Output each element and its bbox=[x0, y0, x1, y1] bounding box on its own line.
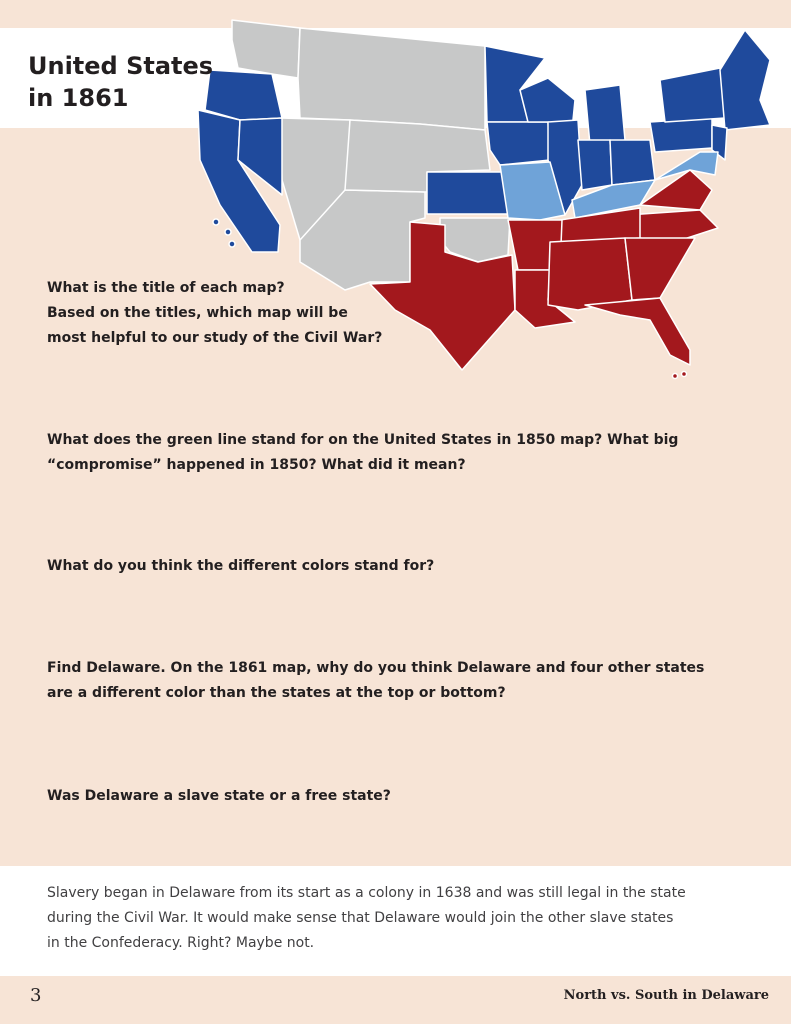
question-line: What does the green line stand for on the United States in 1850 map? What big bbox=[47, 432, 679, 448]
state-georgia-south-carolina bbox=[625, 238, 695, 300]
question-line: most helpful to our study of the Civil War? bbox=[47, 330, 383, 346]
island-3 bbox=[213, 219, 219, 225]
state-iowa bbox=[487, 122, 550, 165]
state-ohio bbox=[610, 140, 655, 185]
question-line: Find Delaware. On the 1861 map, why do you think Delaware and four other states bbox=[47, 660, 705, 676]
question-line: “compromise” happened in 1850? What did it mean? bbox=[47, 457, 466, 473]
key-1 bbox=[673, 374, 678, 379]
note-line: during the Civil War. It would make sense that Delaware would join the other slave states bbox=[47, 910, 674, 926]
key-2 bbox=[682, 372, 687, 377]
question-line: Based on the titles, which map will be bbox=[47, 305, 348, 321]
island-1 bbox=[229, 241, 235, 247]
question-2 bbox=[47, 428, 678, 478]
state-new-england bbox=[720, 30, 770, 130]
question-1 bbox=[47, 276, 382, 351]
book-title: North vs. South in Delaware bbox=[563, 988, 769, 1003]
state-mississippi-alabama bbox=[548, 238, 632, 310]
island-2 bbox=[225, 229, 231, 235]
map-title-line-1: United States bbox=[28, 52, 214, 80]
note-line: in the Confederacy. Right? Maybe not. bbox=[47, 935, 315, 951]
territory-north-west bbox=[298, 28, 485, 130]
question-line: What do you think the different colors stand for? bbox=[47, 558, 435, 574]
state-pennsylvania bbox=[650, 118, 712, 152]
question-3 bbox=[47, 554, 434, 579]
question-line: Was Delaware a slave state or a free state? bbox=[47, 788, 391, 804]
state-oregon bbox=[205, 70, 282, 120]
question-4 bbox=[47, 656, 704, 706]
map-title-line-2: in 1861 bbox=[28, 84, 129, 112]
state-new-york bbox=[660, 68, 725, 122]
question-line: are a different color than the states at the top or bottom? bbox=[47, 685, 506, 701]
state-florida bbox=[585, 298, 690, 365]
territory-washington bbox=[232, 20, 300, 78]
state-kansas bbox=[427, 172, 508, 214]
page-number: 3 bbox=[30, 985, 42, 1006]
question-line: What is the title of each map? bbox=[47, 280, 285, 296]
map-title bbox=[28, 50, 213, 114]
state-michigan bbox=[585, 85, 625, 145]
intro-note bbox=[47, 881, 747, 956]
question-5 bbox=[47, 784, 391, 809]
state-indiana bbox=[578, 140, 612, 190]
state-north-carolina bbox=[628, 210, 718, 242]
note-line: Slavery began in Delaware from its start as a colony in 1638 and was still legal in the state bbox=[47, 885, 686, 901]
